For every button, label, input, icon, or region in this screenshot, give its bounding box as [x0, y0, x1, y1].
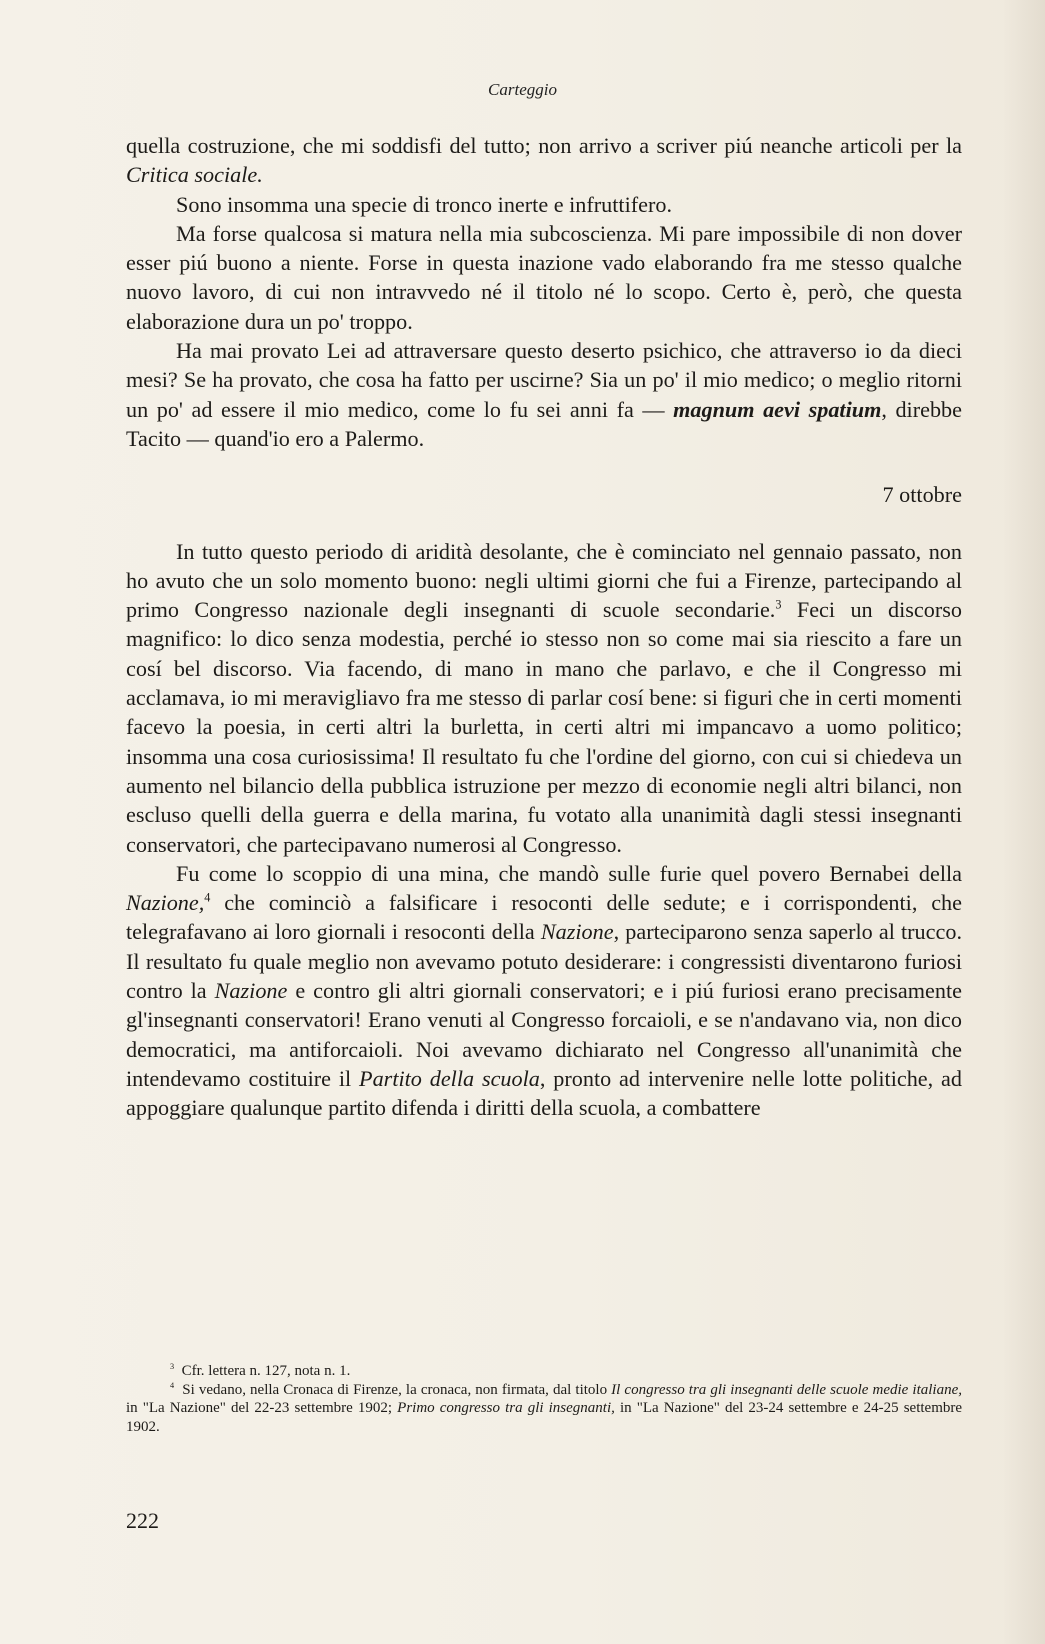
footnote-4: $^4$ Si vedano, nella Cronaca di Firenze, la cronaca, non firmata, dal titolo Il congresso tra gli insegnanti delle scuole medie italiane, in "La Nazione" del 22-23 settembre 1902; Primo congresso tra gli insegnanti, in "La Nazione" del 23-24 settembre e 24-25 settembre 1902. [126, 1380, 963, 1435]
letter-date: 7 ottobre [882, 482, 962, 508]
paragraph: Ma forse qualcosa si matura nella mia subcoscienza. Mi pare impossibile di non dover esser piú buono a niente. Forse in questa inazione vado elaborando fra me stesso qualche nuovo lavoro, di cui non intravvedo né il titolo né lo scopo. Certo è, però, che questa elaborazione dura un po' troppo. [126, 220, 962, 334]
page-number: 222 [126, 1508, 159, 1533]
paragraph: Ha mai provato Lei ad attraversare questo deserto psichico, che attraverso io da dieci mesi? Se ha provato, che cosa ha fatto per uscirne? Sia un po' il mio medico; o meglio ritorni un po' ad essere il mio medico, come lo fu sei anni fa — magnum aevi spatium, direbbe Tacito — quand'io ero a Palermo. [126, 338, 962, 451]
latin-quote: magnum aevi spatium [673, 396, 882, 422]
paragraph: Fu come lo scoppio di una mina, che mandò sulle furie quel povero Bernabei della Nazione,$^4$ che cominciò a falsificare i resoconti delle sedute; e i corrispondenti, che telegrafavano ai loro giornali i resoconti della Nazione, parteciparono senza saperlo al trucco. Il resultato fu quale meglio non avevamo potuto desiderare: i congressisti diventarono furiosi contro la Nazione e contro gli altri giornali conservatori; e i piú furiosi erano precisamente gl'insegnanti conservatori! Erano venuti al Congresso forcaioli, e se n'andavano via, non dico democratici, ma antiforcaioli. Noi avevamo dichiarato nel Congresso all'unanimità che intendevamo costituire il Partito della scuola, pronto ad intervenire nelle lotte politiche, ad appoggiare qualunque partito difenda i diritti della scuola, a combattere [126, 860, 962, 1121]
footnote-ref: 4 [204, 890, 211, 905]
running-head: Carteggio [488, 80, 557, 99]
page-edge-shadow [1003, 0, 1045, 1644]
paragraph: In tutto questo periodo di aridità desolante, che è cominciato nel gennaio passato, non ho avuto che un solo momento buono: negli ultimi giorni che fui a Firenze, partecipando al primo Congresso nazionale degli insegnanti di scuole secondarie.$^3$ Feci un discorso magnifico: lo dico senza modestia, perché io stesso non so come mai sia riescito a fare un cosí bel discorso. Via facendo, di mano in mano che parlavo, e che il Congresso mi acclamava, io mi meravigliavo fra me stesso di parlar cosí bene: si figuri che in certi momenti facevo la poesia, in certi altri la burletta, in certi altri mi impancavo a uomo politico; insomma una cosa curiosissima! Il resultato fu che l'ordine del giorno, con cui si chiedeva un aumento nel bilancio della pubblica istruzione per mezzo di economie negli altri bilanci, non escluso quelli della guerra e della marina, fu votato alla unanimità dagli stessi insegnanti conservatori, che partecipavano numerosi al Congresso. [126, 538, 962, 857]
paragraph-continued: quella costruzione, che mi soddisfi del tutto; non arrivo a scriver piú neanche articoli per la Critica sociale. [126, 133, 962, 188]
footnote-ref: 3 [775, 597, 782, 612]
paragraph: Sono insomma una specie di tronco inerte e infruttifero. [176, 191, 673, 217]
journal-title: Critica sociale. [126, 162, 263, 188]
footnote-3: $^3$ Cfr. lettera n. 127, nota n. 1. [170, 1362, 351, 1379]
footnotes [126, 1362, 962, 1436]
main-text [126, 131, 962, 1123]
